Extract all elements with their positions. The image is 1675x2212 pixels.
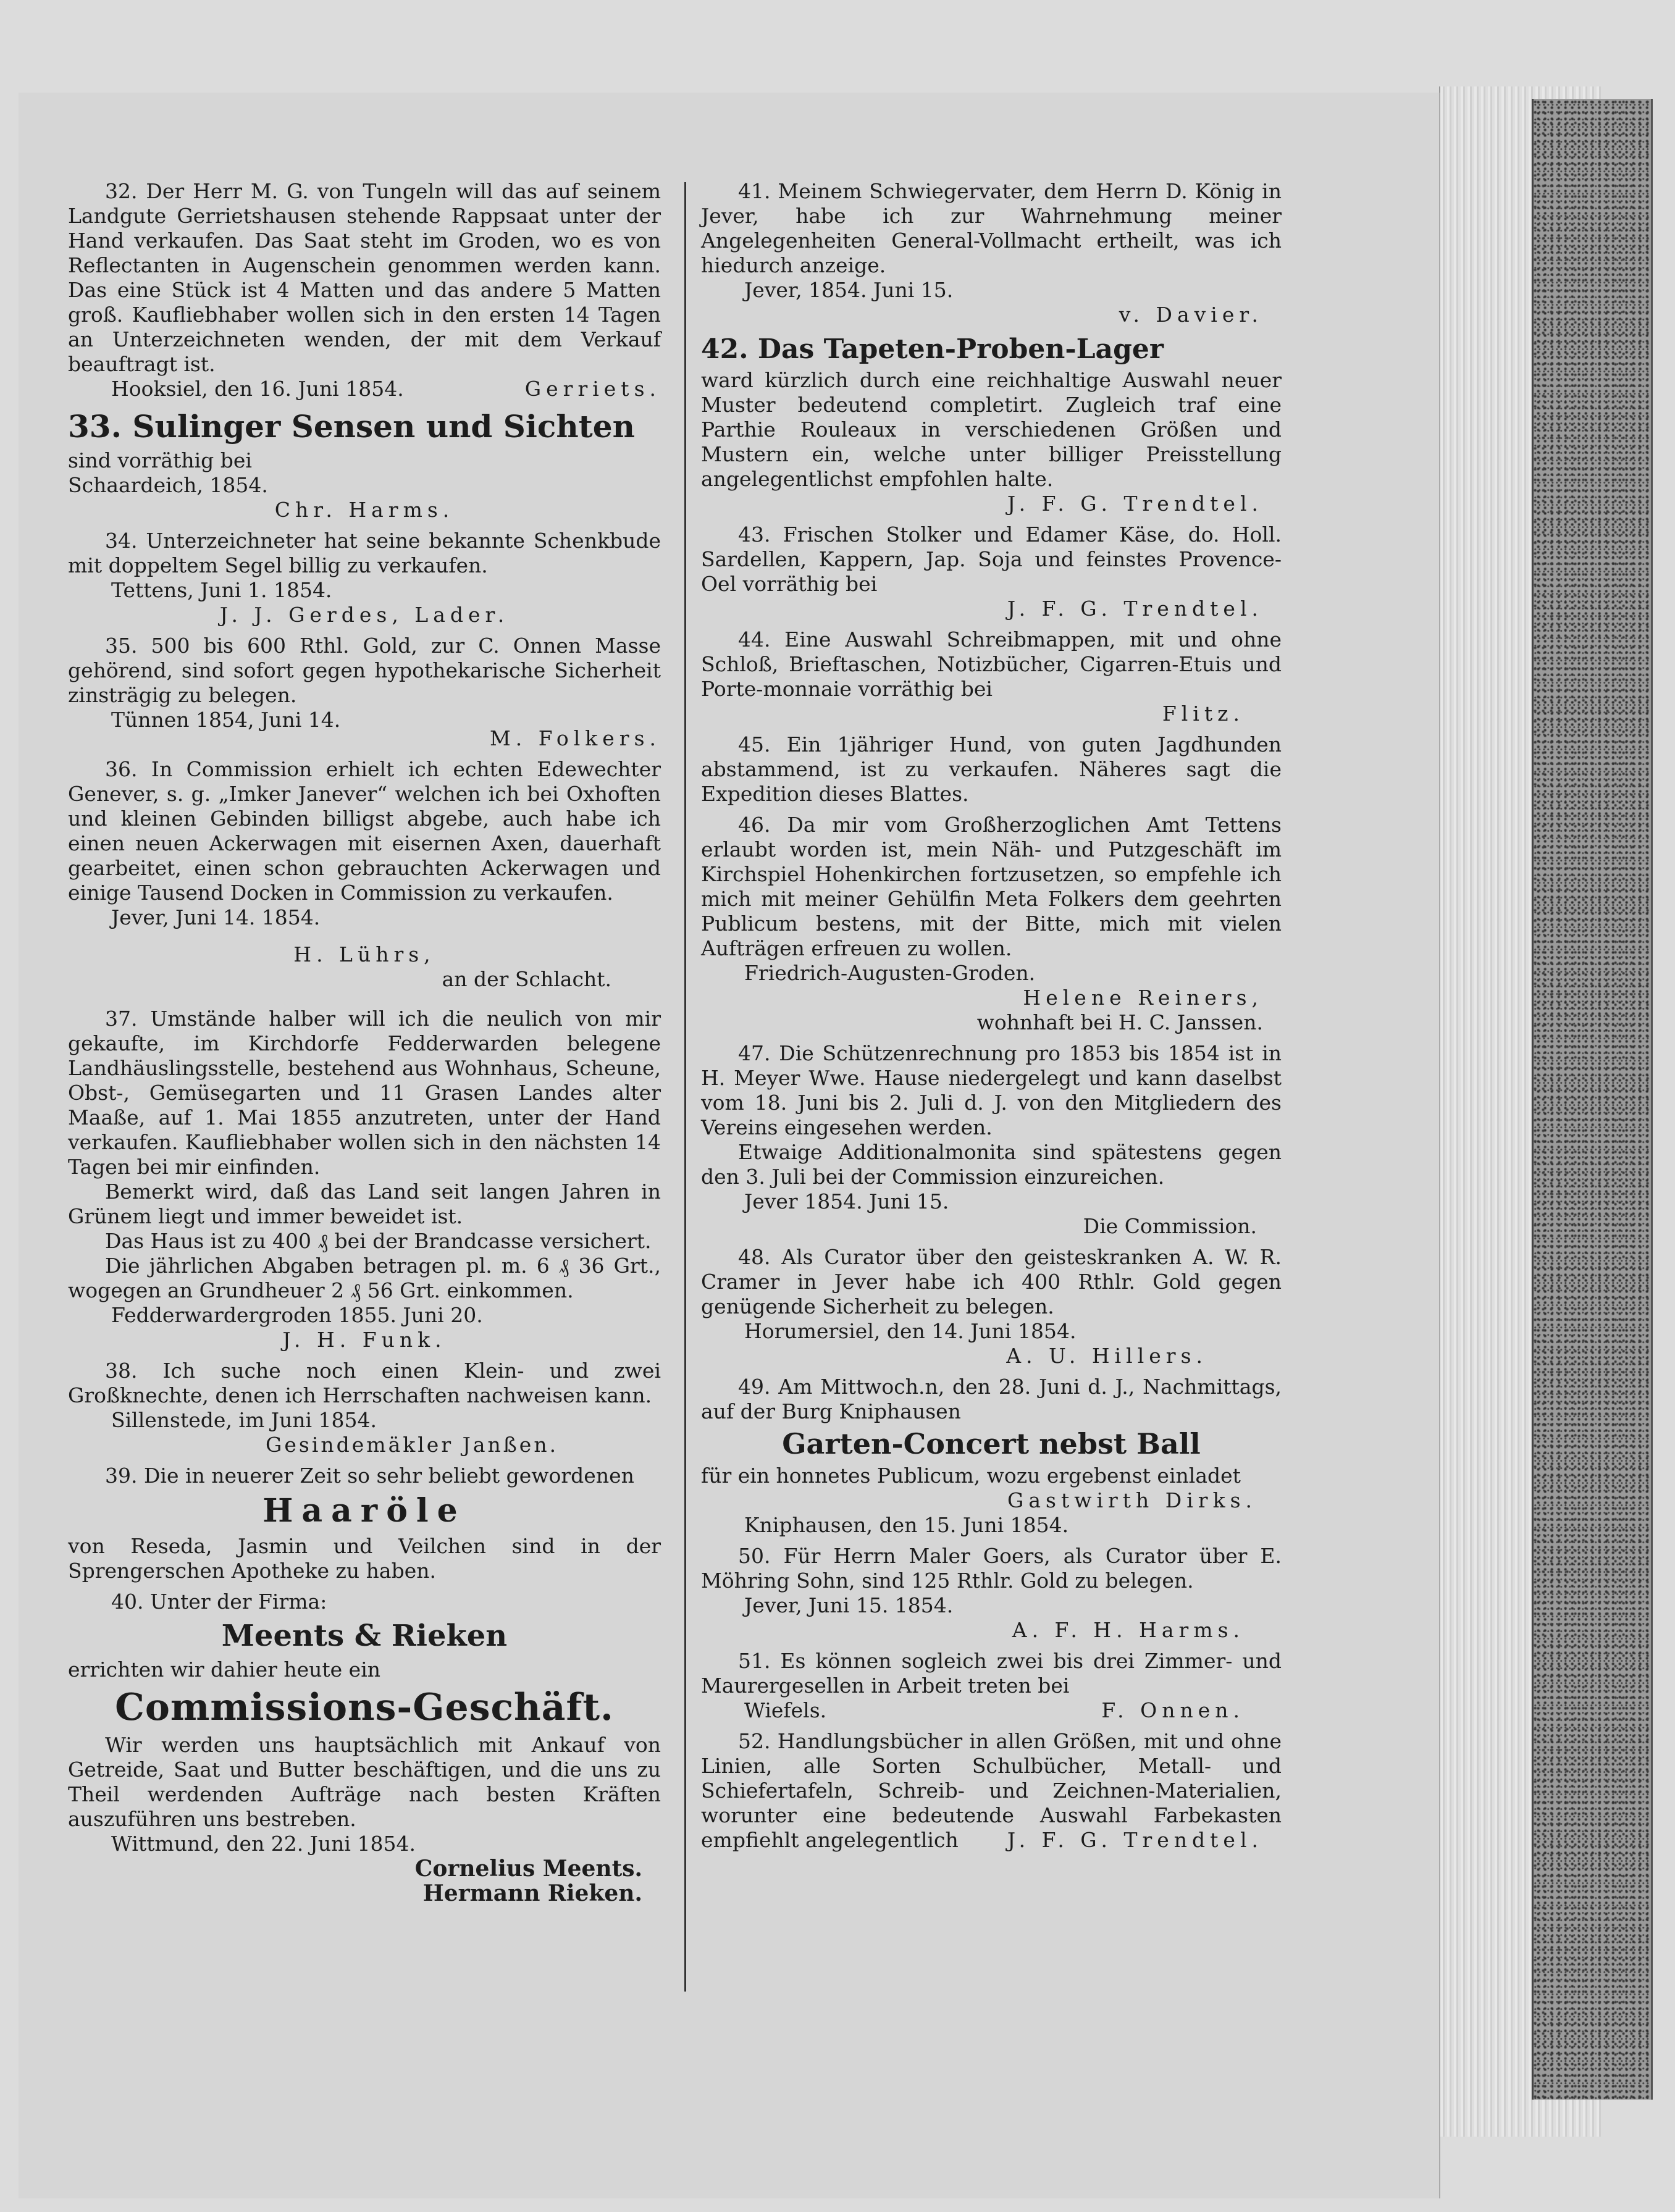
notice-text: 48. Als Curator über den geisteskranken A. W. R. Cramer in Jever habe ich 400 Rthlr. Gold gegen genügende Sicherheit zu belegen. bbox=[701, 1245, 1282, 1318]
notice-signature: Hermann Rieken. bbox=[422, 1880, 642, 1906]
notice-text: 43. Frischen Stolker und Edamer Käse, do. Holl. Sardellen, Kappern, Jap. Soja und feinstes Provence-Oel vorräthig bei bbox=[701, 522, 1282, 596]
notice-52 bbox=[701, 1729, 1282, 1853]
notice-date: Wiefels. bbox=[744, 1698, 827, 1722]
notice-signature: F. Onnen. bbox=[1101, 1698, 1245, 1722]
notice-text: 35. 500 bis 600 Rthl. Gold, zur C. Onnen Masse gehörend, sind sofort gegen hypothekarische Sicherheit zinsträgig zu belegen. bbox=[68, 634, 661, 707]
notice-32 bbox=[68, 179, 661, 401]
notice-signature: J. F. G. Trendtel. bbox=[1007, 1828, 1263, 1852]
notice-signature: v. Davier. bbox=[1119, 303, 1263, 327]
notice-text: von Reseda, Jasmin und Veilchen sind in der Sprengerschen Apotheke zu haben. bbox=[68, 1534, 661, 1583]
notice-signature: A. F. H. Harms. bbox=[1012, 1618, 1245, 1642]
notice-36 bbox=[68, 757, 661, 992]
notice-signature: J. F. G. Trendtel. bbox=[1007, 597, 1263, 621]
notice-date: Hooksiel, den 16. Juni 1854. bbox=[111, 377, 404, 401]
notice-date: Schaardeich, 1854. bbox=[68, 473, 268, 497]
notice-heading: 33. Sulinger Sensen und Sichten bbox=[68, 408, 635, 445]
notice-date: Jever, 1854. Juni 15. bbox=[744, 278, 954, 302]
notice-heading: Garten-Concert nebst Ball bbox=[782, 1427, 1201, 1460]
notice-signature: Gerriets. bbox=[524, 377, 661, 401]
notice-signature: Flitz. bbox=[1162, 702, 1245, 726]
notice-signature: J. H. Funk. bbox=[282, 1328, 447, 1352]
notice-date: Wittmund, den 22. Juni 1854. bbox=[111, 1832, 416, 1856]
notice-text: sind vorräthig bei bbox=[68, 448, 252, 472]
notice-date: Tünnen 1854, Juni 14. bbox=[111, 708, 341, 732]
notice-text: 49. Am Mittwoch.n, den 28. Juni d. J., Nachmittags, auf der Burg Kniphausen bbox=[701, 1375, 1282, 1423]
notice-text: 41. Meinem Schwiegervater, dem Herrn D. König in Jever, habe ich zur Wahrnehmung meiner Angelegenheiten General-Vollmacht ertheilt, was ich hiedurch anzeige. bbox=[701, 179, 1282, 277]
notice-text: für ein honnetes Publicum, wozu ergebenst einladet bbox=[701, 1464, 1241, 1488]
notice-signature: Gesindemäkler Janßen. bbox=[266, 1433, 559, 1457]
notice-heading: 42. Das Tapeten-Proben-Lager bbox=[701, 333, 1164, 365]
notice-signature-line2: an der Schlacht. bbox=[442, 967, 611, 991]
notice-text: 34. Unterzeichneter hat seine bekannte Schenkbude mit doppeltem Segel billig zu verkaufen. bbox=[68, 529, 661, 577]
notice-date: Jever 1854. Juni 15. bbox=[744, 1189, 949, 1213]
notice-signature: Helene Reiners, bbox=[1023, 986, 1263, 1010]
notice-date: Fedderwardergroden 1855. Juni 20. bbox=[111, 1303, 483, 1327]
notice-signature: J. F. G. Trendtel. bbox=[1007, 492, 1263, 516]
notice-text: 40. Unter der Firma: bbox=[111, 1590, 327, 1614]
notice-51 bbox=[701, 1649, 1282, 1723]
notice-text: errichten wir dahier heute ein bbox=[68, 1657, 381, 1682]
notice-date: Jever, Juni 14. 1854. bbox=[111, 905, 321, 929]
notice-39 bbox=[68, 1464, 661, 1583]
notice-47 bbox=[701, 1041, 1282, 1239]
notice-text: 44. Eine Auswahl Schreibmappen, mit und ohne Schloß, Brieftaschen, Notizbücher, Cigarren-Etuis und Porte-monnaie vorräthig bei bbox=[701, 627, 1282, 701]
notice-46 bbox=[701, 813, 1282, 1035]
notice-text: 39. Die in neuerer Zeit so sehr beliebt gewordenen bbox=[105, 1464, 634, 1488]
notice-text: Die jährlichen Abgaben betragen pl. m. 6 ₰ 36 Grt., wogegen an Grundheuer 2 ₰ 56 Grt. einkommen. bbox=[68, 1254, 661, 1302]
notice-date: Kniphausen, den 15. Juni 1854. bbox=[744, 1513, 1069, 1537]
notice-37 bbox=[68, 1007, 661, 1352]
notice-text: 38. Ich suche noch einen Klein- und zwei Großknechte, denen ich Herrschaften nachweisen kann. bbox=[68, 1359, 661, 1407]
book-cover-edge bbox=[1532, 99, 1653, 2100]
notice-50 bbox=[701, 1544, 1282, 1643]
notice-49 bbox=[701, 1375, 1282, 1538]
notice-text: 36. In Commission erhielt ich echten Edewechter Genever, s. g. „Imker Janever“ welchen ich bei Oxhoften und kleinen Gebinden billigst abgebe, auch habe ich einen neuen Ackerwagen mit eisernen Axen, dauerhaft gearbeitet, einen schon gebrauchten Ackerwagen und einige Tausend Docken in Commission zu verkaufen. bbox=[68, 757, 661, 905]
notice-signature: Cornelius Meents. bbox=[414, 1856, 642, 1882]
notice-date: Sillenstede, im Juni 1854. bbox=[111, 1408, 377, 1432]
notice-45 bbox=[701, 732, 1282, 806]
notice-signature-line2: wohnhaft bei H. C. Janssen. bbox=[976, 1010, 1263, 1034]
notice-text: 50. Für Herrn Maler Goers, als Curator über E. Möhring Sohn, sind 125 Rthlr. Gold zu belegen. bbox=[701, 1544, 1282, 1593]
notice-signature: Gastwirth Dirks. bbox=[1007, 1488, 1257, 1512]
notice-35 bbox=[68, 634, 661, 751]
notice-signature: A. U. Hillers. bbox=[1006, 1344, 1207, 1368]
notice-text: 45. Ein 1jähriger Hund, von guten Jagdhunden abstammend, ist zu verkaufen. Näheres sagt die Expedition dieses Blattes. bbox=[701, 732, 1282, 806]
notice-text: Das Haus ist zu 400 ₰ bei der Brandcasse versichert. bbox=[105, 1229, 652, 1253]
notice-signature: Chr. Harms. bbox=[274, 498, 455, 522]
notice-text: 52. Handlungsbücher in allen Größen, mit und ohne Linien, alle Sorten Schulbücher, Metall- und Schiefertafeln, Schreib- und Zeichnen-Materialien, worunter eine bedeutende Auswahl Farbekasten empfiehlt angelegentlich bbox=[701, 1729, 1282, 1852]
notice-date: Horumersiel, den 14. Juni 1854. bbox=[744, 1319, 1077, 1343]
notice-text: 51. Es können sogleich zwei bis drei Zimmer- und Maurergesellen in Arbeit treten bei bbox=[701, 1649, 1282, 1698]
notice-text: 46. Da mir vom Großherzoglichen Amt Tettens erlaubt worden ist, mein Näh- und Putzgeschäft im Kirchspiel Hohenkirchen fortzusetzen, so empfehle ich mich mit meiner Gehülfin Meta Folkers dem geehrten Publicum bestens, mit der Bitte, mich mit vielen Aufträgen erfreuen zu wollen. bbox=[701, 813, 1282, 960]
notice-48 bbox=[701, 1245, 1282, 1368]
notice-44 bbox=[701, 627, 1282, 726]
notice-heading: Commissions-Geschäft. bbox=[115, 1686, 614, 1729]
notice-text: Wir werden uns hauptsächlich mit Ankauf von Getreide, Saat und Butter beschäftigen, und die uns zu Theil werdenden Aufträge nach besten Kräften auszuführen uns bestreben. bbox=[68, 1733, 661, 1831]
notice-date: Tettens, Juni 1. 1854. bbox=[111, 578, 332, 602]
notice-date: Jever, Juni 15. 1854. bbox=[744, 1593, 954, 1617]
notice-heading: Meents & Rieken bbox=[221, 1619, 508, 1653]
notice-42 bbox=[701, 333, 1282, 516]
notice-41 bbox=[701, 179, 1282, 327]
notice-text: 32. Der Herr M. G. von Tungeln will das auf seinem Landgute Gerrietshausen stehende Rappsaat unter der Hand verkaufen. Das Saat steht im Groden, wo es von Reflectanten in Augenschein genommen werden kann. Das eine Stück ist 4 Matten und das andere 5 Matten groß. Kaufliebhaber wollen sich in den ersten 14 Tagen an Unterzeichneten wenden, der mit dem Verkauf beauftragt ist. bbox=[68, 179, 661, 376]
notice-34 bbox=[68, 529, 661, 627]
column-divider bbox=[684, 182, 686, 1992]
notice-date: Friedrich-Augusten-Groden. bbox=[744, 961, 1036, 985]
notice-text: 47. Die Schützenrechnung pro 1853 bis 1854 ist in H. Meyer Wwe. Hause niedergelegt und kann daselbst vom 18. Juni bis 2. Juli d. J. von den Mitgliedern des Vereins eingesehen werden. bbox=[701, 1041, 1282, 1139]
right-column bbox=[701, 179, 1282, 1859]
notice-signature: H. Lührs, bbox=[293, 942, 435, 966]
notice-40 bbox=[68, 1590, 661, 1906]
notice-text: 37. Umstände halber will ich die neulich von mir gekaufte, im Kirchdorfe Fedderwarden belegene Landhäuslingsstelle, bestehend aus Wohnhaus, Scheune, Obst-, Gemüsegarten und 11 Grasen Landes alter Maaße, auf 1. Mai 1855 anzutreten, unter der Hand verkaufen. Kaufliebhaber wollen sich in den nächsten 14 Tagen bei mir einfinden. bbox=[68, 1007, 661, 1179]
notice-signature: M. Folkers. bbox=[489, 726, 661, 750]
notice-signature: Die Commission. bbox=[1083, 1214, 1257, 1238]
left-column bbox=[68, 179, 661, 1912]
notice-text: Bemerkt wird, daß das Land seit langen Jahren in Grünem liegt und immer beweidet ist. bbox=[68, 1179, 661, 1228]
notice-43 bbox=[701, 522, 1282, 621]
notice-38 bbox=[68, 1359, 661, 1457]
notice-heading: Haaröle bbox=[262, 1492, 466, 1530]
notice-text: Etwaige Additionalmonita sind spätestens gegen den 3. Juli bei der Commission einzureichen. bbox=[701, 1140, 1282, 1189]
notice-signature: J. J. Gerdes, Lader. bbox=[219, 603, 510, 627]
notice-33 bbox=[68, 408, 661, 522]
notice-text: ward kürzlich durch eine reichhaltige Auswahl neuer Muster bedeutend completirt. Zugleich traf eine Parthie Rouleaux in verschiedenen Größen und Mustern ein, welche unter billiger Preisstellung angelegentlichst empfohlen halte. bbox=[701, 368, 1282, 491]
